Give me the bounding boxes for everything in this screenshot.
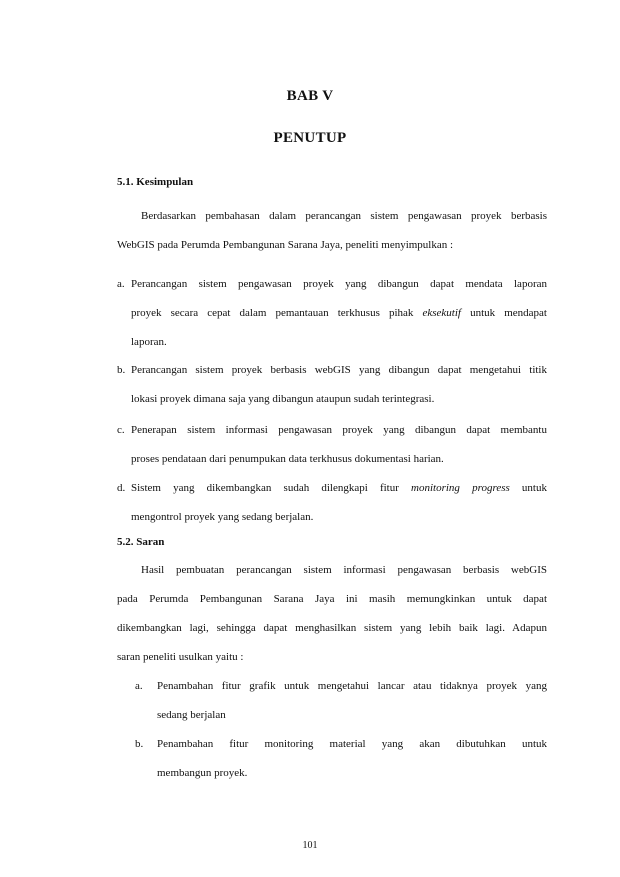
saran-intro — [117, 556, 547, 672]
saran-item-a — [135, 672, 547, 730]
page-number: 101 — [302, 840, 318, 851]
chapter-number: BAB V — [286, 88, 334, 104]
item-text: Sistem yang dikembangkan sudah dilengkapi fitur — [131, 482, 412, 494]
intro-line-4: saran peneliti usulkan yaitu : — [117, 651, 244, 663]
list-marker: d. — [117, 482, 126, 494]
italic-term: eksekutif — [422, 307, 461, 319]
item-line-mixed — [131, 474, 547, 503]
item-line: Perancangan sistem pengawasan proyek yang dibangun dapat mendata laporan — [131, 278, 547, 290]
list-marker: b. — [135, 738, 144, 750]
italic-term: monitoring progress — [411, 482, 510, 494]
section-heading-kesimpulan: 5.1. Kesimpulan — [117, 176, 194, 188]
kesimpulan-item-d — [117, 474, 547, 532]
intro-line-1: Hasil pembuatan perancangan sistem informasi pengawasan berbasis webGIS — [141, 564, 547, 576]
intro-line-1: Berdasarkan pembahasan dalam perancangan sistem pengawasan proyek berbasis — [141, 210, 547, 222]
item-line-mixed — [131, 299, 547, 328]
item-line: mengontrol proyek yang sedang berjalan. — [131, 511, 314, 523]
item-line: sedang berjalan — [157, 709, 226, 721]
section-heading-saran: 5.2. Saran — [117, 536, 165, 548]
intro-line-2: pada Perumda Pembangunan Sarana Jaya ini masih memungkinkan untuk dapat — [117, 593, 547, 605]
list-marker: c. — [117, 424, 125, 436]
item-line: laporan. — [131, 336, 167, 348]
list-marker: a. — [135, 680, 143, 692]
item-line: Penambahan fitur grafik untuk mengetahui lancar atau tidaknya proyek yang — [157, 680, 547, 692]
kesimpulan-intro — [117, 202, 547, 260]
kesimpulan-item-b — [117, 356, 547, 414]
item-line: Penambahan fitur monitoring material yang akan dibutuhkan untuk — [157, 738, 547, 750]
item-text: untuk — [509, 482, 547, 494]
saran-item-b — [135, 730, 547, 788]
kesimpulan-item-a — [117, 270, 547, 357]
item-text: proyek secara cepat dalam pemantauan terkhusus pihak — [131, 307, 423, 319]
kesimpulan-item-c — [117, 416, 547, 474]
chapter-title: PENUTUP — [273, 130, 347, 146]
intro-line-3: dikembangkan lagi, sehingga dapat menghasilkan sistem yang lebih baik lagi. Adapun — [117, 622, 547, 634]
item-line: proses pendataan dari penumpukan data terkhusus dokumentasi harian. — [131, 453, 444, 465]
item-line: lokasi proyek dimana saja yang dibangun ataupun sudah terintegrasi. — [131, 393, 435, 405]
list-marker: a. — [117, 278, 125, 290]
list-marker: b. — [117, 364, 126, 376]
item-text: untuk mendapat — [460, 307, 547, 319]
item-line: Perancangan sistem proyek berbasis webGIS yang dibangun dapat mengetahui titik — [131, 364, 547, 376]
item-line: membangun proyek. — [157, 767, 248, 779]
item-line: Penerapan sistem informasi pengawasan proyek yang dibangun dapat membantu — [131, 424, 547, 436]
intro-line-2: WebGIS pada Perumda Pembangunan Sarana Jaya, peneliti menyimpulkan : — [117, 239, 454, 251]
